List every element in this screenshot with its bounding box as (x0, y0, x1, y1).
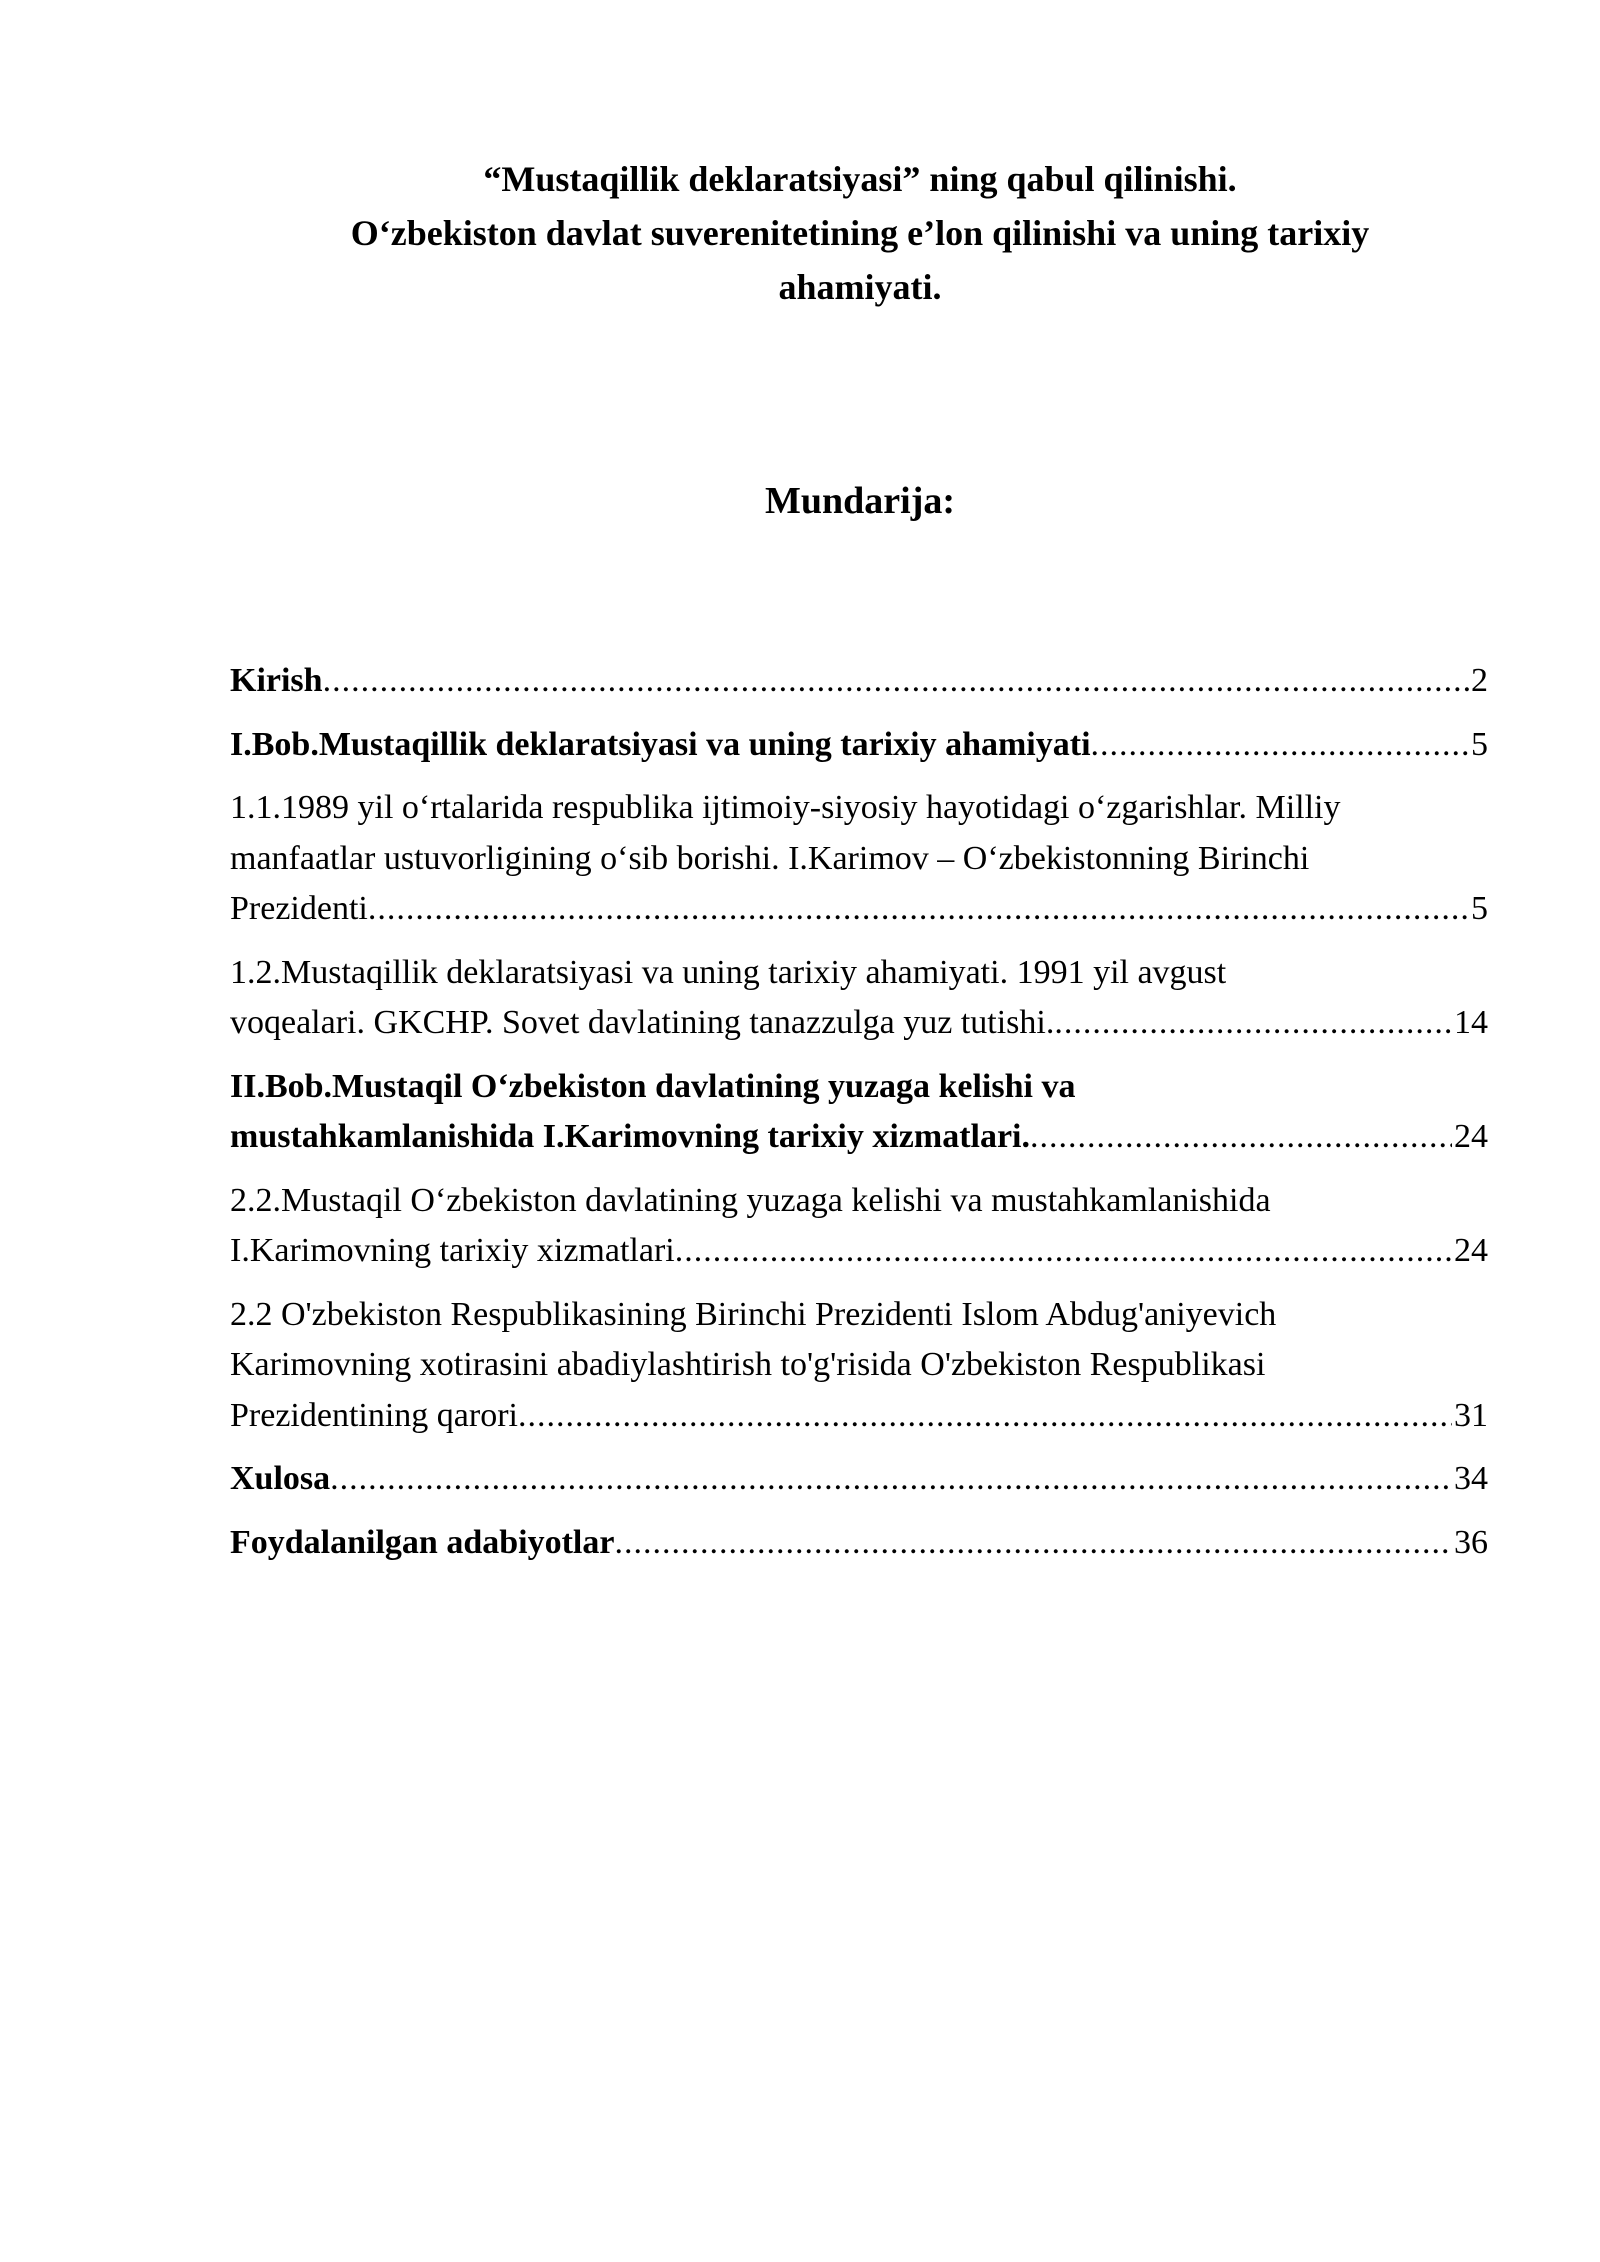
toc-entry-title: Prezidentining qarori (230, 1396, 518, 1434)
toc-leader-dots (614, 1518, 1452, 1569)
table-of-contents (230, 656, 1488, 1581)
toc-entry-chapter-1 (230, 720, 1488, 771)
toc-entry-title: mustahkamlanishida I.Karimovning tarixiy xizmatlari. (230, 1118, 1030, 1155)
toc-page-number: 31 (1454, 1396, 1488, 1434)
toc-leader-dots (323, 656, 1469, 707)
toc-entry-line: 1.1.1989 yil o‘rtalarida respublika ijtimoiy-siyosiy hayotidagi o‘zgarishlar. Milliy (230, 789, 1341, 826)
toc-page-number: 34 (1454, 1460, 1488, 1497)
toc-leader-dots (1054, 998, 1452, 1049)
toc-entry-line: Karimovning xotirasini abadiylashtirish to'g'risida O'zbekiston Respublikasi (230, 1346, 1266, 1383)
title-line-2: O‘zbekiston davlat suverenitetining e’lon qilinishi va uning tarixiy (350, 213, 1370, 253)
toc-entry-kirish (230, 656, 1488, 707)
toc-entry-line: II.Bob.Mustaqil O‘zbekiston davlatining yuzaga kelishi va (230, 1067, 1076, 1105)
toc-entry-chapter-2 (230, 1062, 1488, 1163)
document-title (200, 152, 1520, 314)
toc-page-number: 24 (1454, 1118, 1488, 1155)
toc-entry-title: I.Karimovning tarixiy xizmatlari (230, 1232, 675, 1269)
toc-leader-dots (675, 1226, 1452, 1277)
toc-heading: Mundarija: (765, 480, 955, 522)
toc-page-number: 2 (1471, 662, 1488, 699)
toc-page-number: 5 (1471, 890, 1488, 927)
toc-entry-section-1-2 (230, 948, 1488, 1049)
toc-entry-section-2-2 (230, 1176, 1488, 1277)
toc-page-number: 36 (1454, 1523, 1488, 1561)
toc-page-number: 14 (1454, 1004, 1488, 1041)
toc-entry-line: 2.2 O'zbekiston Respublikasining Birinchi Prezidenti Islom Abdug'aniyevich (230, 1295, 1277, 1333)
toc-entry-section-1-1 (230, 783, 1488, 935)
toc-entry-section-2-2-decree (230, 1290, 1488, 1442)
title-line-3: ahamiyati. (778, 267, 942, 307)
toc-entry-title: Xulosa (230, 1460, 331, 1497)
toc-leader-dots (1091, 720, 1469, 771)
toc-entry-line: manfaatlar ustuvorligining o‘sib borishi. I.Karimov – O‘zbekistonning Birinchi (230, 839, 1310, 877)
toc-entry-title: Prezidenti (230, 890, 368, 927)
toc-entry-title: I.Bob.Mustaqillik deklaratsiyasi va uning tarixiy ahamiyati (230, 725, 1091, 763)
toc-leader-dots (518, 1391, 1452, 1442)
toc-page-number: 24 (1454, 1232, 1488, 1269)
toc-entry-line: 1.2.Mustaqillik deklaratsiyasi va uning tarixiy ahamiyati. 1991 yil avgust (230, 953, 1227, 991)
toc-page-number: 5 (1471, 725, 1488, 763)
toc-leader-dots (1030, 1112, 1452, 1163)
toc-leader-dots (330, 1454, 1452, 1505)
toc-entry-title: Kirish (230, 662, 323, 699)
toc-leader-dots (368, 884, 1469, 935)
title-line-1: “Mustaqillik deklaratsiyasi” ning qabul qilinishi. (483, 159, 1237, 199)
toc-entry-title: Foydalanilgan adabiyotlar (230, 1523, 615, 1561)
toc-entry-bibliography (230, 1518, 1488, 1569)
toc-entry-xulosa (230, 1454, 1488, 1505)
toc-entry-line: 2.2.Mustaqil O‘zbekiston davlatining yuzaga kelishi va mustahkamlanishida (230, 1181, 1271, 1219)
toc-entry-title: voqealari. GKCHP. Sovet davlatining tanazzulga yuz tutishi. (230, 1004, 1055, 1041)
